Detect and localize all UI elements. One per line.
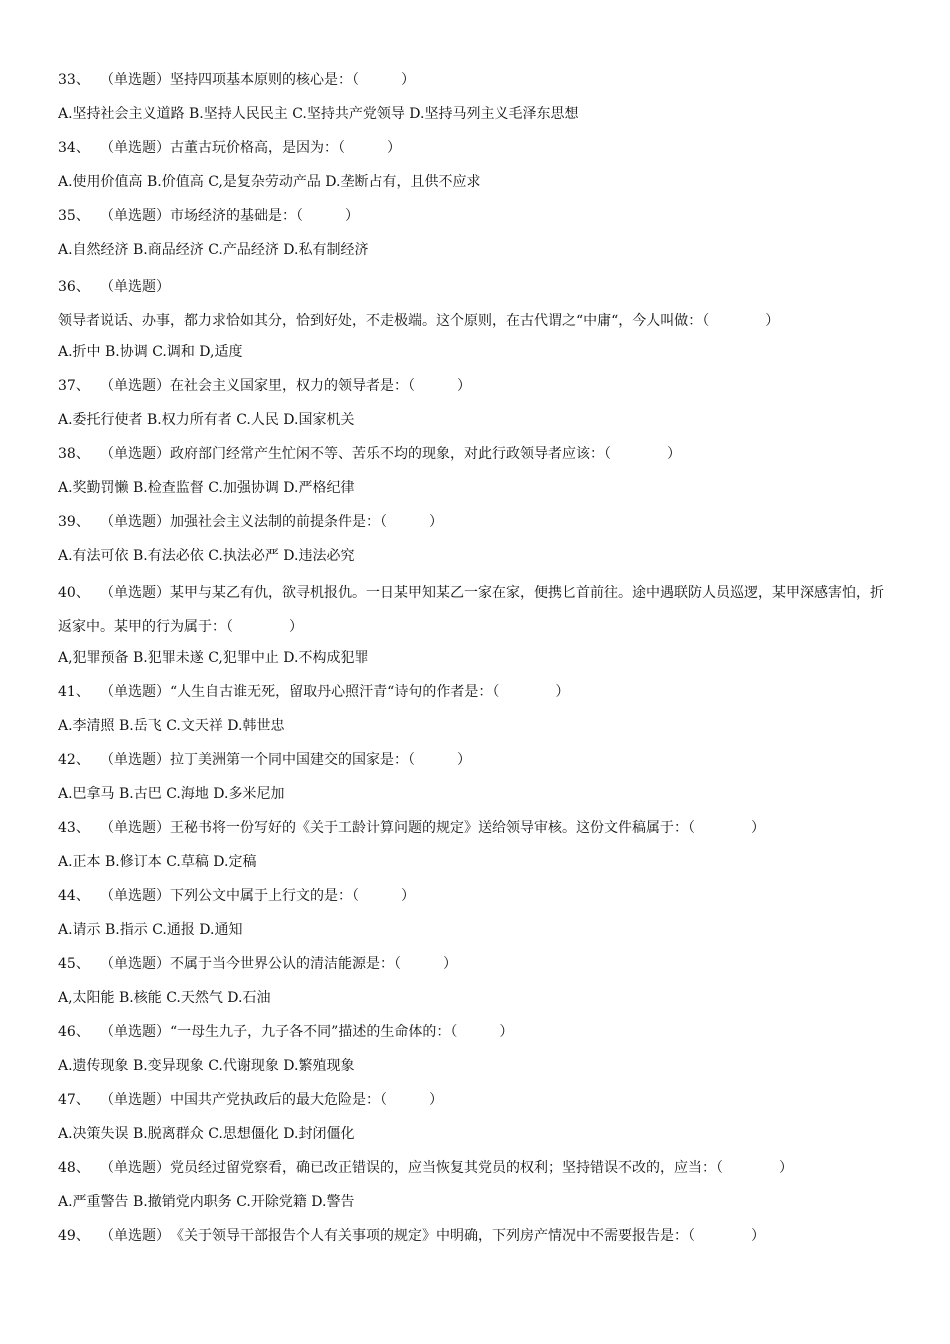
- question-49: [58, 1222, 888, 1256]
- question-45: [58, 950, 888, 1018]
- question-number: 49、: [58, 1228, 90, 1244]
- question-text: 市场经济的基础是：（ ）: [170, 208, 359, 224]
- question-text: 《关于领导干部报告个人有关事项的规定》中明确，下列房产情况中不需要报告是：（ ）: [170, 1228, 765, 1244]
- question-options: A.请示 B.指示 C.通报 D.通知: [58, 922, 243, 938]
- question-type: （单选题）: [100, 208, 170, 224]
- question-stem: [58, 134, 888, 168]
- question-stem: [58, 372, 888, 406]
- question-type: （单选题）: [100, 1160, 170, 1176]
- question-options: A,太阳能 B.核能 C.天然气 D.石油: [58, 990, 271, 1006]
- question-text: 中国共产党执政后的最大危险是：（ ）: [170, 1092, 443, 1108]
- question-stem: [58, 440, 888, 474]
- question-stem: [58, 1018, 888, 1052]
- question-40: [58, 576, 888, 678]
- question-options: A,犯罪预备 B.犯罪未遂 C,犯罪中止 D.不构成犯罪: [58, 650, 369, 666]
- question-type: （单选题）: [100, 446, 170, 462]
- question-36: [58, 270, 888, 372]
- question-options: A.严重警告 B.撤销党内职务 C.开除党籍 D.警告: [58, 1194, 355, 1210]
- question-number: 39、: [58, 514, 90, 530]
- question-33: [58, 66, 888, 134]
- question-39: [58, 508, 888, 576]
- question-type: （单选题）: [100, 1228, 170, 1244]
- question-text: 加强社会主义法制的前提条件是：（ ）: [170, 514, 443, 530]
- question-text: 党员经过留党察看，确已改正错误的，应当恢复其党员的权利；坚持错误不改的，应当：（ ）: [170, 1160, 793, 1176]
- question-43: [58, 814, 888, 882]
- question-number: 45、: [58, 956, 90, 972]
- question-options: A.巴拿马 B.古巴 C.海地 D.多米尼加: [58, 786, 285, 802]
- question-number: 37、: [58, 378, 90, 394]
- question-stem: [58, 814, 888, 848]
- question-number: 36、: [58, 279, 90, 295]
- question-type: （单选题）: [100, 820, 170, 836]
- question-41: [58, 678, 888, 746]
- question-options: A.正本 B.修订本 C.草稿 D.定稿: [58, 854, 257, 870]
- question-text: 下列公文中属于上行文的是：（ ）: [170, 888, 415, 904]
- question-number: 41、: [58, 684, 90, 700]
- question-number: 38、: [58, 446, 90, 462]
- question-type: （单选题）: [100, 279, 170, 295]
- question-stem: [58, 1222, 888, 1256]
- question-text: 领导者说话、办事，都力求恰如其分，恰到好处，不走极端。这个原则，在古代谓之“中庸“，今人叫做：（ ）: [58, 313, 780, 329]
- question-48: [58, 1154, 888, 1222]
- question-number: 42、: [58, 752, 90, 768]
- question-type: （单选题）: [100, 1092, 170, 1108]
- question-stem: [58, 508, 888, 542]
- question-type: （单选题）: [100, 514, 170, 530]
- question-number: 46、: [58, 1024, 90, 1040]
- question-number: 35、: [58, 208, 90, 224]
- question-options: A.奖勤罚懒 B.检查监督 C.加强协调 D.严格纪律: [58, 480, 355, 496]
- question-options: A.李清照 B.岳飞 C.文天祥 D.韩世忠: [58, 718, 285, 734]
- question-options: A.折中 B.协调 C.调和 D,适度: [58, 344, 243, 360]
- question-46: [58, 1018, 888, 1086]
- question-stem: [58, 950, 888, 984]
- question-type: （单选题）: [100, 1024, 170, 1040]
- question-options: A.自然经济 B.商品经济 C.产品经济 D.私有制经济: [58, 242, 369, 258]
- question-37: [58, 372, 888, 440]
- question-text: 王秘书将一份写好的《关于工龄计算问题的规定》送给领导审核。这份文件稿属于：（ ）: [170, 820, 765, 836]
- question-type: （单选题）: [100, 752, 170, 768]
- question-type: （单选题）: [100, 956, 170, 972]
- question-number: 33、: [58, 72, 90, 88]
- question-stem: [58, 576, 888, 644]
- question-options: A.决策失误 B.脱离群众 C.思想僵化 D.封闭僵化: [58, 1126, 355, 1142]
- question-42: [58, 746, 888, 814]
- question-stem: [58, 678, 888, 712]
- question-number: 43、: [58, 820, 90, 836]
- question-number: 48、: [58, 1160, 90, 1176]
- question-stem: [58, 746, 888, 780]
- question-text: 坚持四项基本原则的核心是：（ ）: [170, 72, 415, 88]
- question-text: 某甲与某乙有仇，欲寻机报仇。一日某甲知某乙一家在家，便携匕首前往。途中遇联防人员巡逻，某甲深感害怕，折返家中。某甲的行为属于：（ ）: [58, 585, 884, 635]
- question-type: （单选题）: [100, 72, 170, 88]
- question-text: 在社会主义国家里，权力的领导者是：（ ）: [170, 378, 471, 394]
- question-text: 古董古玩价格高，是因为：（ ）: [170, 140, 401, 156]
- question-47: [58, 1086, 888, 1154]
- question-38: [58, 440, 888, 508]
- question-text: “人生自古谁无死，留取丹心照汗青“诗句的作者是：（ ）: [170, 684, 570, 700]
- question-stem: [58, 270, 888, 338]
- question-stem: [58, 66, 888, 100]
- question-type: （单选题）: [100, 888, 170, 904]
- question-options: A.委托行使者 B.权力所有者 C.人民 D.国家机关: [58, 412, 355, 428]
- question-stem: [58, 1086, 888, 1120]
- question-text: “一母生九子，九子各不同”描述的生命体的：（ ）: [170, 1024, 514, 1040]
- question-text: 不属于当今世界公认的清洁能源是：（ ）: [170, 956, 457, 972]
- question-stem: [58, 882, 888, 916]
- question-type: （单选题）: [100, 684, 170, 700]
- question-number: 47、: [58, 1092, 90, 1108]
- question-number: 34、: [58, 140, 90, 156]
- question-list: [58, 66, 888, 1256]
- question-options: A.坚持社会主义道路 B.坚持人民民主 C.坚持共产党领导 D.坚持马列主义毛泽东思想: [58, 106, 579, 122]
- question-options: A.有法可依 B.有法必依 C.执法必严 D.违法必究: [58, 548, 355, 564]
- question-stem: [58, 202, 888, 236]
- question-44: [58, 882, 888, 950]
- question-type: （单选题）: [100, 140, 170, 156]
- question-stem: [58, 1154, 888, 1188]
- question-type: （单选题）: [100, 378, 170, 394]
- question-type: （单选题）: [100, 585, 170, 601]
- question-options: A.使用价值高 B.价值高 C,是复杂劳动产品 D.垄断占有，且供不应求: [58, 174, 481, 190]
- question-35: [58, 202, 888, 270]
- question-34: [58, 134, 888, 202]
- question-text: 拉丁美洲第一个同中国建交的国家是：（ ）: [170, 752, 471, 768]
- question-number: 40、: [58, 585, 90, 601]
- question-options: A.遗传现象 B.变异现象 C.代谢现象 D.繁殖现象: [58, 1058, 355, 1074]
- question-text: 政府部门经常产生忙闲不等、苦乐不均的现象，对此行政领导者应该：（ ）: [170, 446, 681, 462]
- question-number: 44、: [58, 888, 90, 904]
